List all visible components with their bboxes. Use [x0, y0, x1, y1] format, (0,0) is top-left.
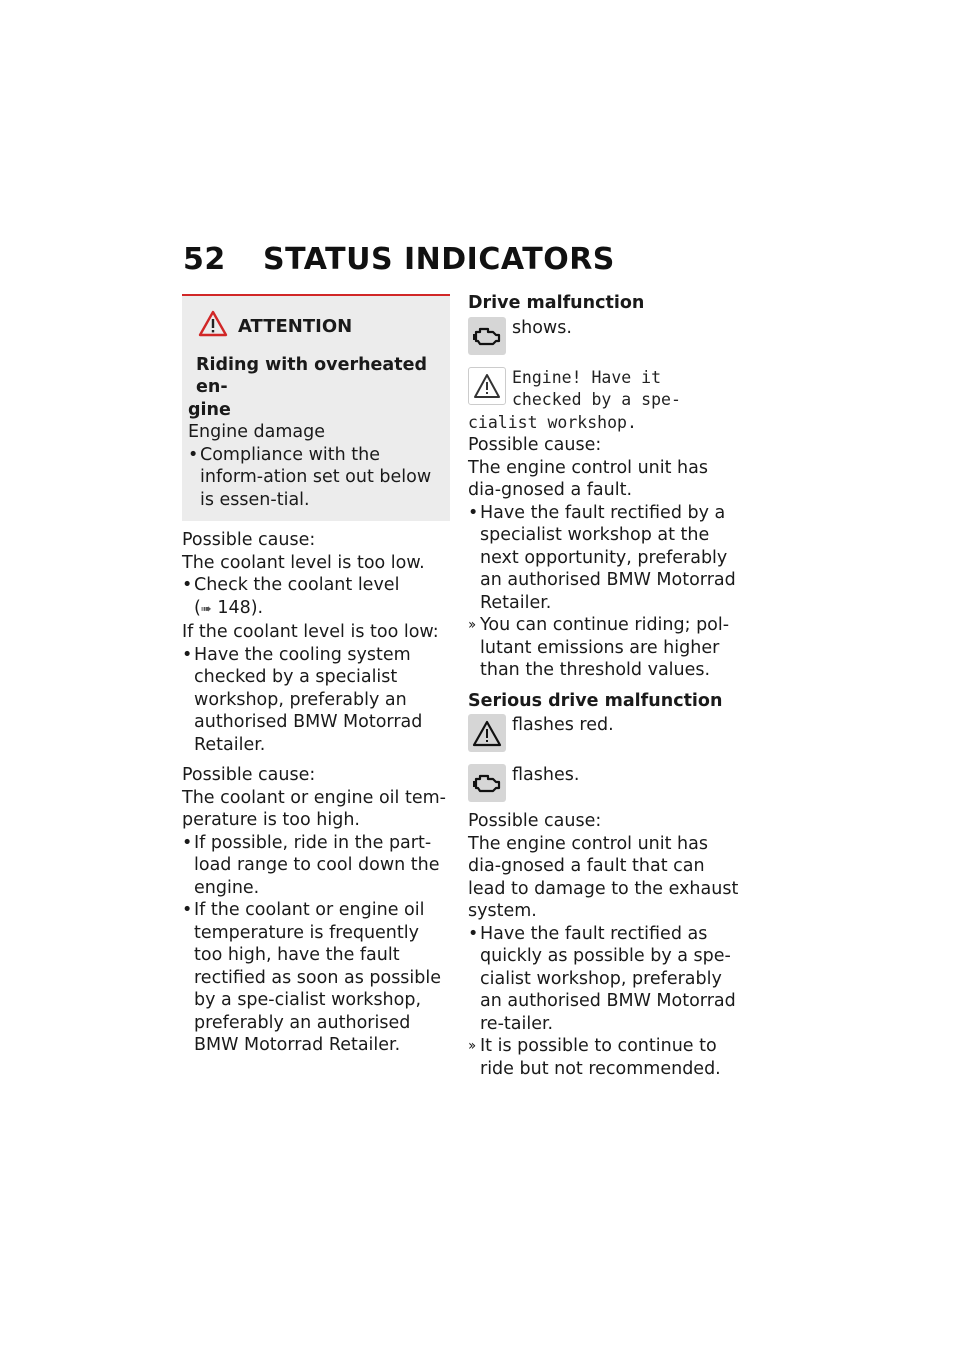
serious-icon2-text: flashes.	[512, 765, 580, 785]
reference-open: (	[194, 597, 201, 618]
serious-cause-label: Possible cause:	[468, 811, 602, 831]
attention-title: Riding with overheated en-	[196, 354, 427, 397]
right-column	[468, 292, 740, 1080]
serious-bullet: • Have the fault rectified as quickly as possible by a spe-cialist workshop, preferably an authorised BMW Motorrad re-tailer.	[468, 923, 740, 1036]
page-number: 52	[183, 242, 226, 277]
cause1-bullet-a: • Check the coolant level	[182, 574, 450, 597]
engine-icon	[468, 317, 506, 355]
drive-icon-row	[468, 317, 740, 355]
serious-cause-text: The engine control unit has dia-gnosed a fault that can lead to damage to the exhaust system.	[468, 833, 739, 921]
warning-triangle-icon	[468, 367, 506, 405]
reference-arrow-icon: ➠	[200, 601, 212, 617]
page-header	[183, 240, 615, 280]
drive-result: ›› You can continue riding; pol-lutant emissions are higher than the threshold values.	[468, 614, 740, 682]
drive-malfunction-heading: Drive malfunction	[468, 293, 645, 313]
page-title: STATUS INDICATORS	[263, 242, 615, 277]
cause1-reference[interactable]	[182, 597, 450, 622]
display-message-line1: Engine! Have it	[512, 367, 662, 387]
drive-icon-text: shows.	[512, 317, 572, 338]
attention-label: ATTENTION	[238, 315, 353, 337]
attention-title-cont: gine	[188, 399, 231, 420]
serious-result: ›› It is possible to continue to ride but not recommended.	[468, 1035, 740, 1080]
drive-message-block	[468, 367, 740, 435]
cause2-label: Possible cause:	[182, 765, 316, 785]
attention-header	[198, 310, 442, 344]
attention-bullet: • Compliance with the inform-ation set out below is essen-tial.	[188, 444, 442, 512]
cause2-text: The coolant or engine oil tem-perature is too high.	[182, 787, 446, 830]
drive-message-row	[468, 367, 740, 412]
cause2-bullet-b: • If the coolant or engine oil temperature is frequently too high, have the fault rectified as soon as possible by a spe-cialist workshop, preferably an authorised BMW Motorrad Retailer.	[182, 899, 450, 1057]
display-message-line2: checked by a spe-	[512, 390, 681, 409]
warning-triangle-icon	[468, 714, 506, 752]
warning-triangle-icon	[198, 310, 228, 344]
serious-icon1-text: flashes red.	[512, 715, 614, 735]
left-column	[182, 294, 450, 1057]
drive-cause-text: The engine control unit has dia-gnosed a fault.	[468, 457, 708, 500]
cause1-label: Possible cause:	[182, 530, 316, 550]
reference-page: 148).	[217, 597, 264, 618]
display-message-line3: cialist workshop.	[468, 412, 637, 432]
cause1-bullet-b: • Have the cooling system checked by a specialist workshop, preferably an authorised BMW Motorrad Retailer.	[182, 644, 450, 757]
cause2-bullet-a: • If possible, ride in the part-load range to cool down the engine.	[182, 832, 450, 900]
serious-icon-row-1	[468, 714, 740, 752]
cause1-text2: If the coolant level is too low:	[182, 622, 439, 642]
serious-icon-row-2	[468, 764, 740, 802]
serious-malfunction-heading: Serious drive malfunction	[468, 690, 723, 711]
drive-bullet: • Have the fault rectified by a specialist workshop at the next opportunity, preferably an authorised BMW Motorrad Retailer.	[468, 502, 740, 615]
engine-icon	[468, 764, 506, 802]
drive-cause-label: Possible cause:	[468, 435, 602, 455]
cause1-text: The coolant level is too low.	[182, 552, 425, 573]
attention-subtitle: Engine damage	[188, 422, 326, 442]
attention-box	[182, 294, 450, 521]
